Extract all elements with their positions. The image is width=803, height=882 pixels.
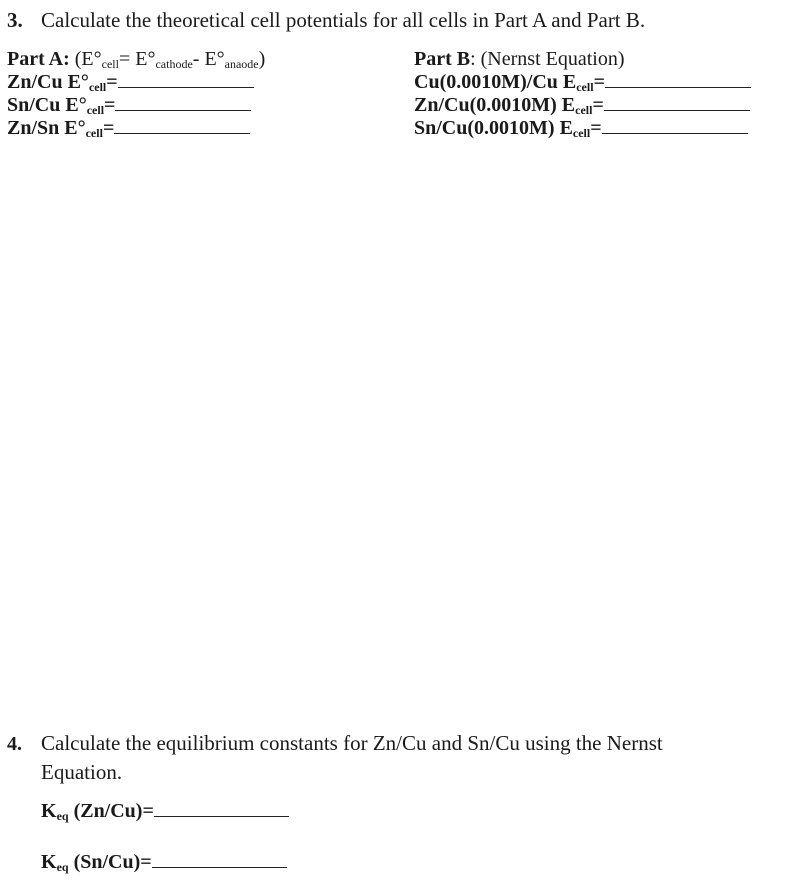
cell-sub: cell bbox=[85, 126, 103, 140]
part-a-row-zn-sn bbox=[7, 117, 265, 140]
formula-text: = E° bbox=[118, 48, 156, 70]
part-b-row-zn-cu bbox=[414, 94, 751, 117]
cell-label: Zn/Cu E° bbox=[7, 71, 89, 93]
question-text-continued: Equation. bbox=[41, 760, 123, 784]
part-a-section bbox=[7, 48, 265, 140]
question-number: 3. bbox=[7, 8, 23, 32]
equals: = bbox=[104, 94, 116, 116]
equals: = bbox=[102, 117, 115, 139]
formula-sub: cell bbox=[101, 57, 119, 71]
formula-text: (E° bbox=[69, 48, 102, 70]
equals: = bbox=[590, 117, 602, 139]
cell-sub: cell bbox=[86, 103, 105, 117]
cell-sub: cell bbox=[572, 126, 591, 140]
cell-label: Zn/Cu(0.0010M) E bbox=[414, 94, 576, 116]
answer-blank[interactable] bbox=[118, 86, 254, 88]
part-b-section bbox=[414, 48, 751, 140]
answer-blank[interactable] bbox=[152, 866, 287, 868]
equals: = bbox=[593, 71, 605, 93]
part-a-row-zn-cu bbox=[7, 71, 265, 94]
keq-sn-cu bbox=[41, 851, 287, 874]
question-4 bbox=[7, 731, 663, 756]
keq-symbol: K bbox=[41, 800, 57, 822]
keq-pair: (Sn/Cu)= bbox=[68, 851, 152, 873]
keq-symbol: K bbox=[41, 851, 57, 873]
part-b-subtitle: : (Nernst Equation) bbox=[470, 48, 625, 70]
keq-sub: eq bbox=[56, 809, 69, 823]
part-b-header bbox=[414, 48, 751, 71]
part-a-row-sn-cu bbox=[7, 94, 265, 117]
formula-text: ) bbox=[258, 48, 266, 70]
answer-blank[interactable] bbox=[605, 86, 751, 88]
answer-blank[interactable] bbox=[115, 109, 251, 111]
answer-blank[interactable] bbox=[602, 132, 748, 134]
keq-sub: eq bbox=[56, 860, 69, 874]
formula-sub: cathode bbox=[155, 57, 193, 71]
keq-pair: (Zn/Cu)= bbox=[68, 800, 154, 822]
answer-blank[interactable] bbox=[154, 815, 289, 817]
equals: = bbox=[592, 94, 604, 116]
question-text: Calculate the equilibrium constants for Zn/Cu and Sn/Cu using the Nernst bbox=[41, 731, 663, 755]
question-text: Calculate the theoretical cell potentials for all cells in Part A and Part B. bbox=[41, 8, 646, 32]
part-b-label: Part B bbox=[414, 48, 471, 70]
question-number: 4. bbox=[7, 733, 22, 755]
cell-sub: cell bbox=[575, 103, 593, 117]
cell-label: Zn/Sn E° bbox=[7, 117, 86, 139]
answer-blank[interactable] bbox=[114, 132, 250, 134]
answer-blank[interactable] bbox=[604, 109, 750, 111]
cell-sub: cell bbox=[576, 80, 594, 94]
cell-sub: cell bbox=[88, 80, 107, 94]
cell-label: Sn/Cu(0.0010M) E bbox=[414, 117, 573, 139]
keq-zn-cu bbox=[41, 800, 289, 823]
cell-label: Sn/Cu E° bbox=[7, 94, 87, 116]
formula-sub: anaode bbox=[224, 57, 259, 71]
question-3 bbox=[7, 8, 645, 32]
part-b-row-cu-cu bbox=[414, 71, 751, 94]
formula-text: - E° bbox=[192, 48, 225, 70]
cell-label: Cu(0.0010M)/Cu E bbox=[414, 71, 577, 93]
part-a-label: Part A: bbox=[7, 48, 70, 70]
part-b-row-sn-cu bbox=[414, 117, 751, 140]
part-a-header bbox=[7, 48, 265, 71]
equals: = bbox=[106, 71, 118, 93]
